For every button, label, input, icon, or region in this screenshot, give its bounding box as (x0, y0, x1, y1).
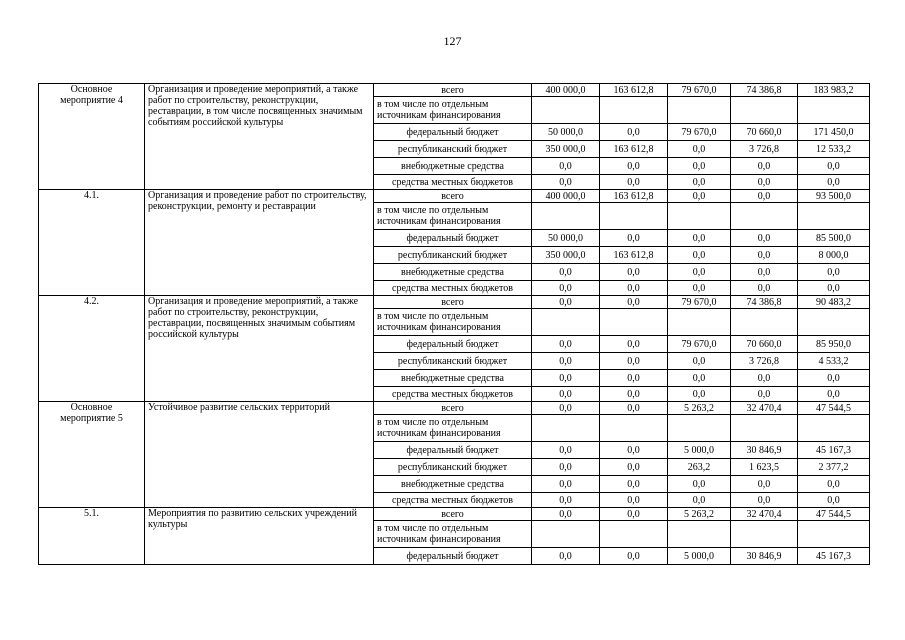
amount-cell: 350 000,0 (532, 141, 600, 158)
activity-name: Организация и проведение мероприятий, а также работ по строительству, реконструкции, реставрации, посвященных значимым событиям российской культуры (145, 296, 374, 402)
amount-cell: 163 612,8 (600, 141, 668, 158)
amount-cell: 47 544,5 (798, 402, 870, 415)
amount-cell: 32 470,4 (731, 508, 798, 521)
amount-cell (532, 309, 600, 336)
amount-cell: 0,0 (798, 476, 870, 493)
amount-cell: 0,0 (731, 158, 798, 175)
amount-cell: 0,0 (600, 442, 668, 459)
table-row (39, 508, 870, 521)
amount-cell (532, 521, 600, 548)
activity-name: Мероприятия по развитию сельских учреждений культуры (145, 508, 374, 565)
amount-cell (600, 309, 668, 336)
amount-cell: 0,0 (731, 230, 798, 247)
activity-name: Организация и проведение работ по строительству, реконструкции, ремонту и реставрации (145, 190, 374, 296)
funding-source-label: внебюджетные средства (374, 264, 532, 281)
amount-cell: 0,0 (532, 175, 600, 190)
amount-cell (668, 203, 731, 230)
amount-cell (731, 97, 798, 124)
amount-cell: 0,0 (532, 387, 600, 402)
amount-cell (798, 521, 870, 548)
amount-cell: 0,0 (600, 230, 668, 247)
amount-cell: 45 167,3 (798, 548, 870, 565)
amount-cell: 0,0 (731, 387, 798, 402)
amount-cell: 0,0 (731, 264, 798, 281)
amount-cell: 45 167,3 (798, 442, 870, 459)
amount-cell: 70 660,0 (731, 124, 798, 141)
amount-cell: 30 846,9 (731, 548, 798, 565)
amount-cell: 163 612,8 (600, 247, 668, 264)
funding-source-label: федеральный бюджет (374, 336, 532, 353)
amount-cell: 47 544,5 (798, 508, 870, 521)
activity-code: 4.1. (39, 190, 145, 296)
activity-code: 4.2. (39, 296, 145, 402)
funding-source-label: внебюджетные средства (374, 476, 532, 493)
funding-source-label: средства местных бюджетов (374, 387, 532, 402)
table-row (39, 190, 870, 203)
funding-source-label: федеральный бюджет (374, 124, 532, 141)
amount-cell: 50 000,0 (532, 124, 600, 141)
amount-cell: 0,0 (600, 402, 668, 415)
amount-cell (668, 309, 731, 336)
amount-cell: 0,0 (600, 459, 668, 476)
amount-cell: 0,0 (798, 387, 870, 402)
amount-cell: 0,0 (600, 370, 668, 387)
funding-source-label: средства местных бюджетов (374, 281, 532, 296)
amount-cell: 32 470,4 (731, 402, 798, 415)
funding-source-label: всего (374, 84, 532, 97)
amount-cell: 12 533,2 (798, 141, 870, 158)
amount-cell: 0,0 (532, 158, 600, 175)
amount-cell: 8 000,0 (798, 247, 870, 264)
amount-cell: 0,0 (731, 493, 798, 508)
amount-cell: 0,0 (668, 370, 731, 387)
funding-source-label: в том числе по отдельным источникам финансирования (374, 415, 532, 442)
amount-cell: 0,0 (798, 370, 870, 387)
amount-cell: 85 500,0 (798, 230, 870, 247)
amount-cell: 0,0 (532, 548, 600, 565)
amount-cell: 171 450,0 (798, 124, 870, 141)
amount-cell (532, 415, 600, 442)
amount-cell: 0,0 (731, 476, 798, 493)
funding-source-label: средства местных бюджетов (374, 175, 532, 190)
amount-cell: 0,0 (532, 281, 600, 296)
funding-source-label: в том числе по отдельным источникам финансирования (374, 309, 532, 336)
funding-source-label: федеральный бюджет (374, 442, 532, 459)
amount-cell: 0,0 (798, 493, 870, 508)
amount-cell (668, 97, 731, 124)
amount-cell (600, 97, 668, 124)
amount-cell: 0,0 (668, 476, 731, 493)
amount-cell: 0,0 (668, 493, 731, 508)
funding-source-label: всего (374, 190, 532, 203)
amount-cell: 1 623,5 (731, 459, 798, 476)
amount-cell (600, 415, 668, 442)
amount-cell: 0,0 (668, 175, 731, 190)
amount-cell: 0,0 (532, 442, 600, 459)
amount-cell: 0,0 (798, 175, 870, 190)
amount-cell: 0,0 (532, 402, 600, 415)
amount-cell (668, 521, 731, 548)
amount-cell: 163 612,8 (600, 190, 668, 203)
amount-cell: 0,0 (600, 476, 668, 493)
funding-source-label: внебюджетные средства (374, 158, 532, 175)
amount-cell: 0,0 (600, 548, 668, 565)
amount-cell (532, 97, 600, 124)
activity-code: 5.1. (39, 508, 145, 565)
activity-name: Устойчивое развитие сельских территорий (145, 402, 374, 508)
amount-cell: 0,0 (731, 190, 798, 203)
amount-cell: 0,0 (600, 296, 668, 309)
amount-cell (798, 97, 870, 124)
amount-cell: 5 000,0 (668, 548, 731, 565)
funding-source-label: всего (374, 508, 532, 521)
amount-cell: 0,0 (731, 175, 798, 190)
funding-source-label: всего (374, 402, 532, 415)
amount-cell: 0,0 (600, 281, 668, 296)
amount-cell: 3 726,8 (731, 353, 798, 370)
amount-cell: 0,0 (668, 158, 731, 175)
amount-cell: 0,0 (600, 353, 668, 370)
amount-cell: 0,0 (600, 493, 668, 508)
amount-cell: 5 263,2 (668, 508, 731, 521)
budget-table (38, 83, 870, 565)
amount-cell: 30 846,9 (731, 442, 798, 459)
amount-cell: 163 612,8 (600, 84, 668, 97)
amount-cell: 0,0 (532, 353, 600, 370)
amount-cell: 0,0 (532, 296, 600, 309)
amount-cell: 0,0 (600, 124, 668, 141)
amount-cell: 5 000,0 (668, 442, 731, 459)
funding-source-label: всего (374, 296, 532, 309)
amount-cell (731, 203, 798, 230)
amount-cell: 0,0 (600, 508, 668, 521)
table-row (39, 296, 870, 309)
table-row (39, 84, 870, 97)
amount-cell: 0,0 (532, 493, 600, 508)
activity-code: Основное мероприятие 5 (39, 402, 145, 508)
amount-cell: 50 000,0 (532, 230, 600, 247)
table-row (39, 402, 870, 415)
funding-source-label: республиканский бюджет (374, 353, 532, 370)
amount-cell: 0,0 (668, 190, 731, 203)
amount-cell: 0,0 (532, 459, 600, 476)
amount-cell: 0,0 (600, 336, 668, 353)
amount-cell: 0,0 (731, 370, 798, 387)
funding-source-label: внебюджетные средства (374, 370, 532, 387)
amount-cell: 90 483,2 (798, 296, 870, 309)
amount-cell (600, 203, 668, 230)
amount-cell: 263,2 (668, 459, 731, 476)
amount-cell: 3 726,8 (731, 141, 798, 158)
funding-source-label: в том числе по отдельным источникам финансирования (374, 521, 532, 548)
amount-cell: 0,0 (731, 247, 798, 264)
amount-cell (600, 521, 668, 548)
amount-cell: 93 500,0 (798, 190, 870, 203)
funding-source-label: республиканский бюджет (374, 141, 532, 158)
amount-cell: 350 000,0 (532, 247, 600, 264)
amount-cell: 0,0 (532, 508, 600, 521)
amount-cell: 0,0 (532, 264, 600, 281)
activity-name: Организация и проведение мероприятий, а также работ по строительству, реконструкции, реставрации, в том числе посвященных значимым событиям российской культуры (145, 84, 374, 190)
amount-cell: 0,0 (668, 230, 731, 247)
amount-cell: 183 983,2 (798, 84, 870, 97)
amount-cell: 0,0 (600, 264, 668, 281)
amount-cell: 5 263,2 (668, 402, 731, 415)
amount-cell: 0,0 (798, 281, 870, 296)
amount-cell: 79 670,0 (668, 336, 731, 353)
page-number: 127 (443, 34, 462, 48)
activity-code: Основное мероприятие 4 (39, 84, 145, 190)
amount-cell (668, 415, 731, 442)
amount-cell: 85 950,0 (798, 336, 870, 353)
amount-cell: 74 386,8 (731, 84, 798, 97)
amount-cell (731, 415, 798, 442)
amount-cell: 0,0 (532, 476, 600, 493)
amount-cell: 0,0 (668, 141, 731, 158)
amount-cell: 0,0 (532, 370, 600, 387)
amount-cell (798, 203, 870, 230)
amount-cell: 400 000,0 (532, 190, 600, 203)
amount-cell: 74 386,8 (731, 296, 798, 309)
amount-cell: 4 533,2 (798, 353, 870, 370)
funding-source-label: республиканский бюджет (374, 247, 532, 264)
amount-cell: 0,0 (532, 336, 600, 353)
amount-cell: 0,0 (731, 281, 798, 296)
amount-cell: 70 660,0 (731, 336, 798, 353)
amount-cell: 0,0 (668, 387, 731, 402)
funding-source-label: федеральный бюджет (374, 548, 532, 565)
amount-cell: 0,0 (668, 281, 731, 296)
amount-cell: 2 377,2 (798, 459, 870, 476)
amount-cell: 0,0 (600, 387, 668, 402)
funding-source-label: в том числе по отдельным источникам финансирования (374, 97, 532, 124)
funding-source-label: в том числе по отдельным источникам финансирования (374, 203, 532, 230)
amount-cell (532, 203, 600, 230)
amount-cell: 79 670,0 (668, 296, 731, 309)
amount-cell: 0,0 (600, 175, 668, 190)
amount-cell: 79 670,0 (668, 124, 731, 141)
funding-source-label: республиканский бюджет (374, 459, 532, 476)
amount-cell (798, 415, 870, 442)
amount-cell: 0,0 (668, 247, 731, 264)
amount-cell: 0,0 (798, 158, 870, 175)
amount-cell (731, 309, 798, 336)
funding-source-label: федеральный бюджет (374, 230, 532, 247)
funding-source-label: средства местных бюджетов (374, 493, 532, 508)
amount-cell (798, 309, 870, 336)
amount-cell (731, 521, 798, 548)
amount-cell: 400 000,0 (532, 84, 600, 97)
amount-cell: 79 670,0 (668, 84, 731, 97)
amount-cell: 0,0 (668, 264, 731, 281)
amount-cell: 0,0 (798, 264, 870, 281)
amount-cell: 0,0 (668, 353, 731, 370)
amount-cell: 0,0 (600, 158, 668, 175)
